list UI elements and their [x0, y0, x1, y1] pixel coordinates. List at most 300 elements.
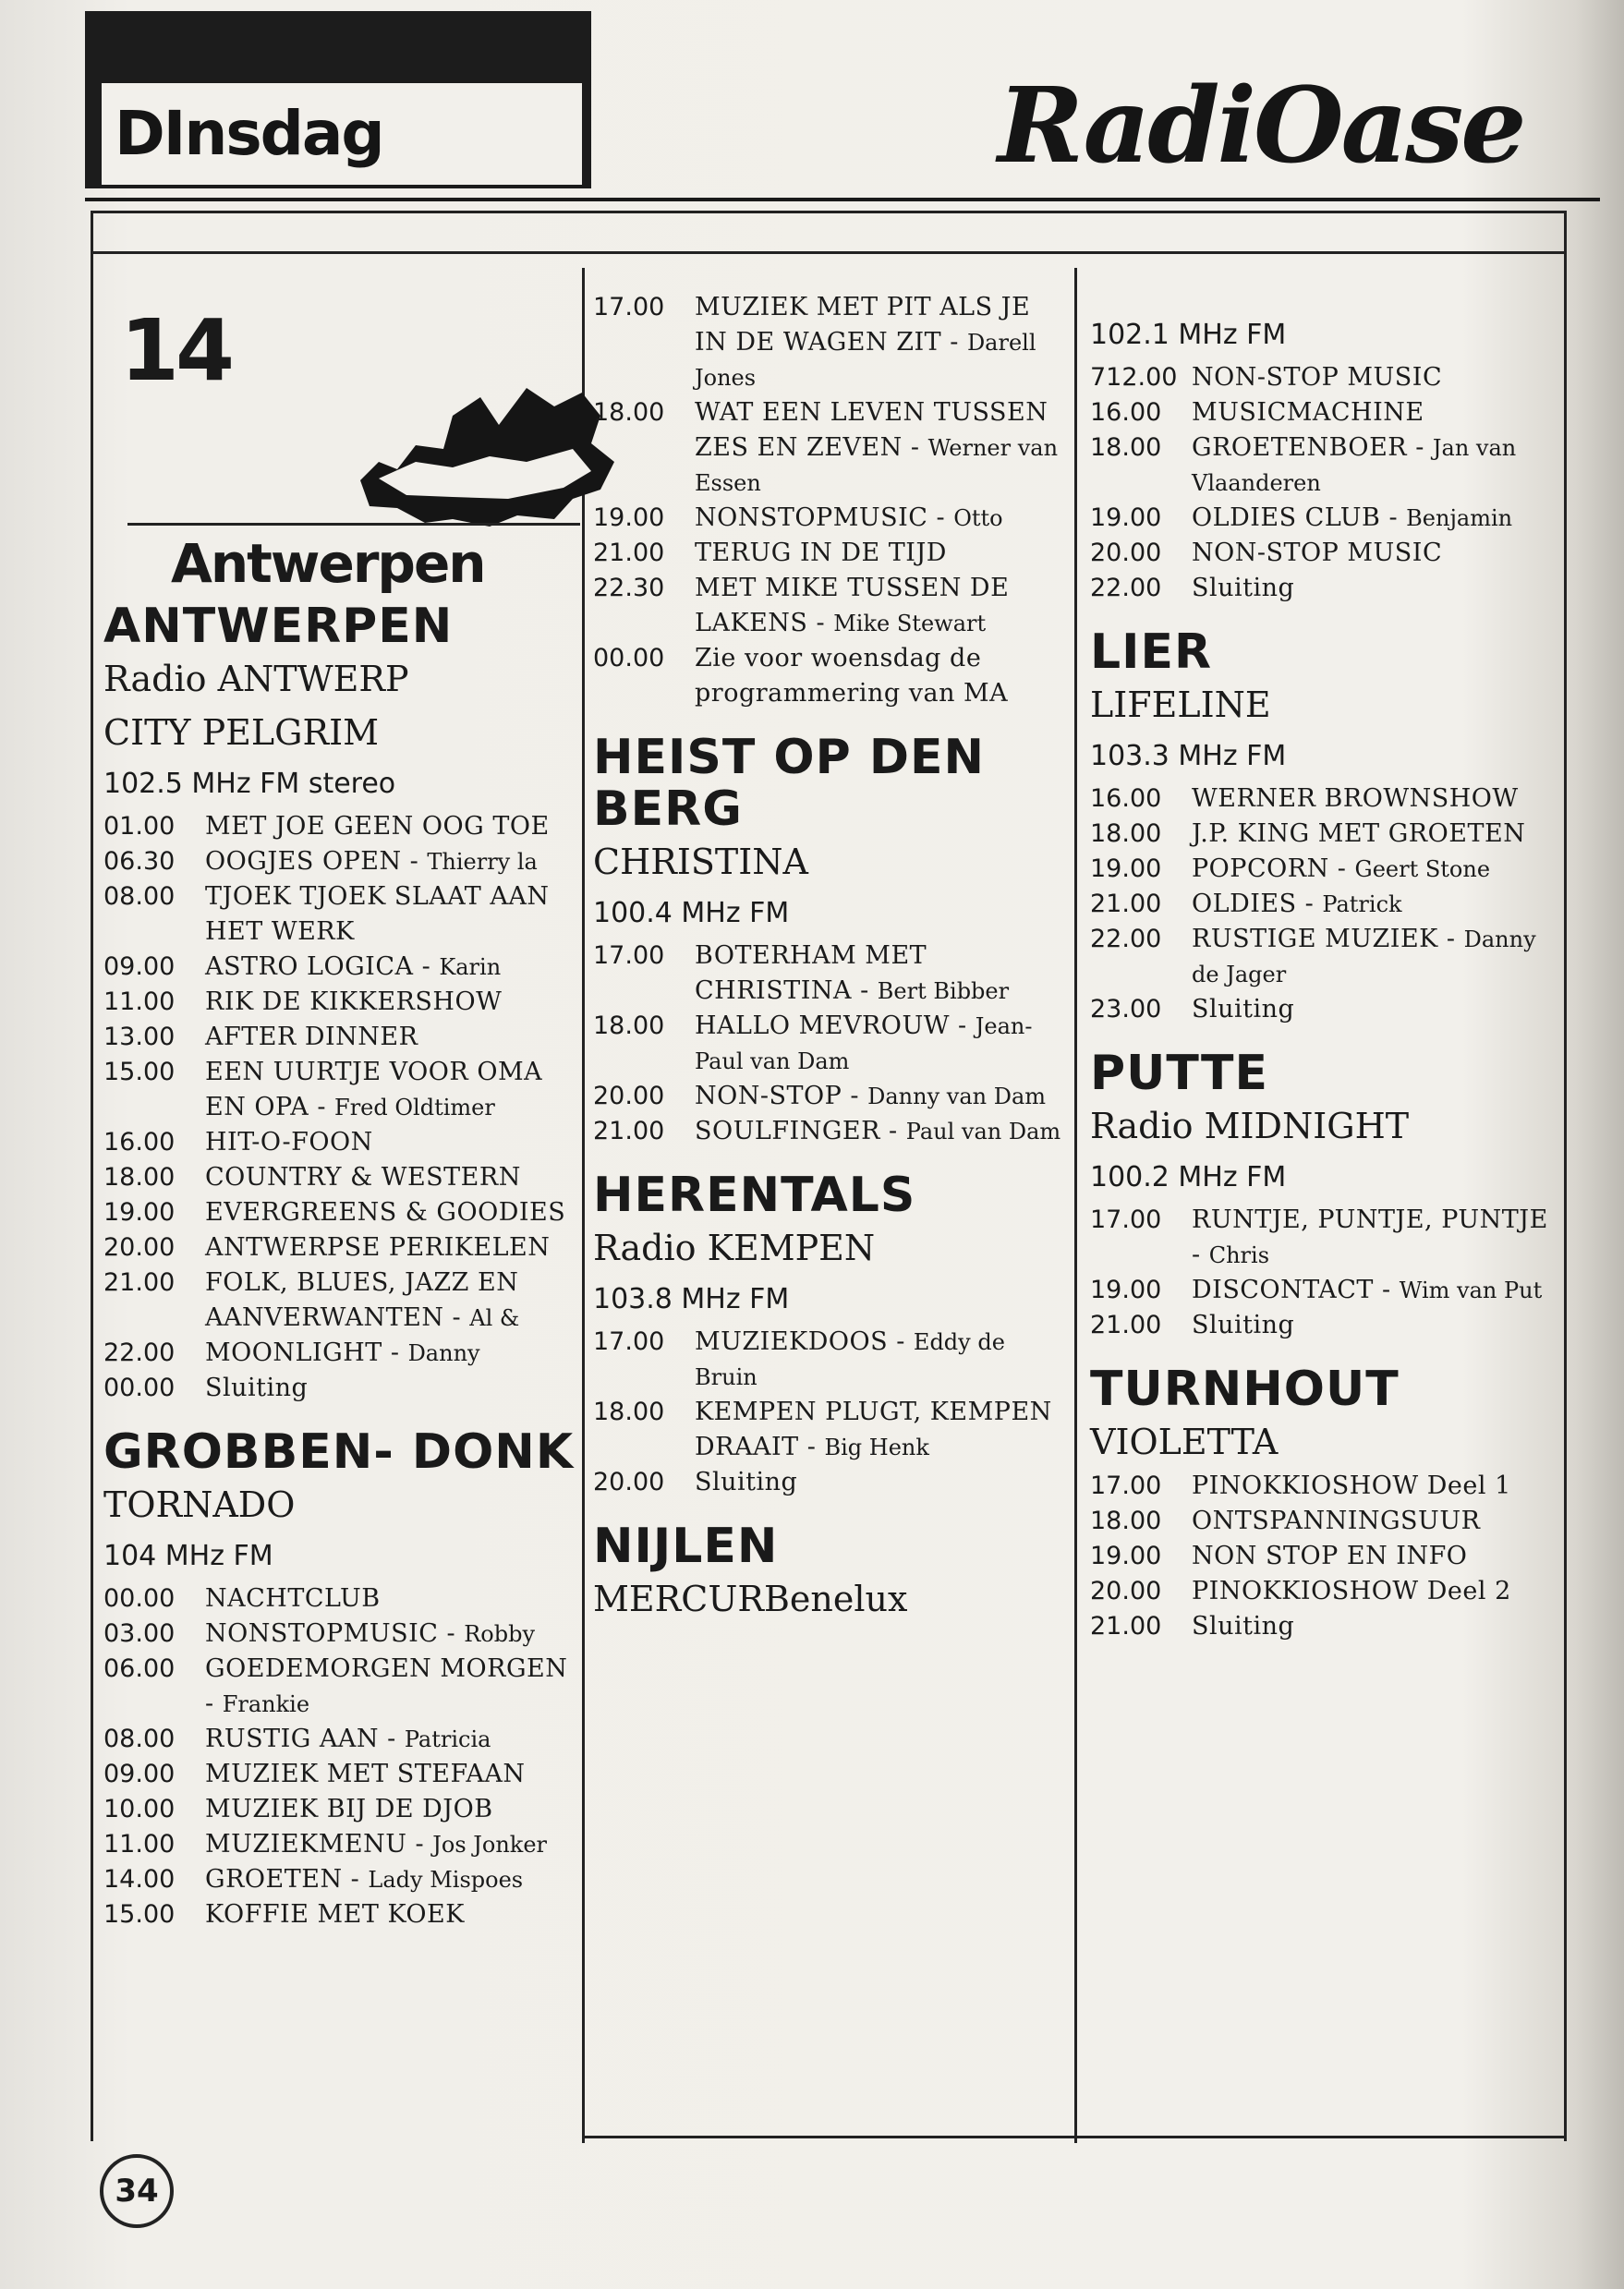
program-title-wrap	[1192, 781, 1552, 817]
program-title-wrap: GROETENBOER - Jan van Vlaanderen	[1192, 433, 1517, 496]
program-time: 18.00	[593, 398, 665, 427]
program-row	[593, 1114, 1070, 1149]
program-time: 09.00	[103, 952, 176, 981]
program-row	[103, 1230, 580, 1266]
program-title-wrap	[205, 1792, 580, 1827]
city-heading: TURNHOUT	[1090, 1362, 1400, 1417]
program-time: 19.00	[103, 1198, 176, 1227]
program-time: 06.30	[103, 847, 176, 876]
program-title: NONSTOPMUSIC	[205, 1619, 439, 1648]
city-heading: PUTTE	[1090, 1046, 1268, 1101]
program-host: Chris	[1208, 1242, 1270, 1268]
program-title: ANTWERPSE PERIKELEN	[205, 1233, 551, 1262]
program-host: Darell Jones	[695, 330, 1036, 391]
program-title: AFTER DINNER	[205, 1023, 418, 1051]
program-time: 11.00	[103, 987, 176, 1016]
program-time: 18.00	[593, 1011, 665, 1040]
program-title: OLDIES	[1192, 890, 1297, 918]
program-row	[1090, 360, 1552, 395]
program-title: TERUG IN DE TIJD	[695, 539, 947, 567]
program-time: 20.00	[1090, 1577, 1162, 1605]
column-3	[1090, 268, 1552, 2143]
program-time: 18.00	[1090, 433, 1162, 462]
program-row	[1090, 430, 1552, 501]
program-row	[103, 1862, 580, 1897]
column-1-content	[92, 600, 580, 1953]
program-time: 23.00	[1090, 995, 1162, 1023]
program-title-wrap	[1192, 817, 1552, 852]
station-frequency: 100.2 MHz FM	[1090, 1161, 1287, 1193]
date-block	[92, 301, 580, 637]
program-row	[103, 1617, 580, 1652]
program-title: PINOKKIOSHOW Deel 1	[1192, 1472, 1511, 1500]
program-title-wrap: NON-STOP - Danny van Dam	[695, 1082, 1047, 1110]
program-host: Big Henk	[824, 1435, 929, 1460]
program-time: 19.00	[1090, 503, 1162, 532]
program-row	[103, 1581, 580, 1617]
station-name: Radio KEMPEN	[593, 1228, 876, 1268]
header-rule	[85, 198, 1600, 201]
program-host: Robby	[464, 1621, 536, 1647]
program-title-wrap: GROETEN - Lady Mispoes	[205, 1865, 524, 1894]
program-row	[103, 1827, 580, 1862]
frame-inner-rule	[91, 251, 1567, 254]
program-title-wrap: POPCORN - Geert Stone	[1192, 854, 1491, 883]
program-row	[593, 1009, 1070, 1079]
program-title-wrap	[205, 1757, 580, 1792]
program-row	[1090, 1574, 1552, 1609]
program-row	[593, 1079, 1070, 1114]
program-title: GROETEN	[205, 1865, 343, 1894]
program-row	[1090, 1609, 1552, 1644]
program-row	[1090, 1273, 1552, 1308]
program-title-wrap	[1192, 992, 1552, 1027]
station-name: Radio MIDNIGHT	[1090, 1106, 1410, 1146]
program-host: Jan van Vlaanderen	[1192, 435, 1517, 496]
program-title: GOEDEMORGEN MORGEN	[205, 1654, 568, 1683]
program-title-wrap	[205, 1160, 580, 1195]
region-rule	[127, 523, 580, 526]
program-row	[1090, 571, 1552, 606]
program-title-wrap	[695, 641, 1070, 711]
program-title: NON-STOP MUSIC	[1192, 363, 1443, 392]
program-title-wrap	[1192, 1539, 1552, 1574]
program-title: Sluiting	[1192, 1612, 1295, 1641]
program-title: MUSICMACHINE	[1192, 398, 1424, 427]
program-title: BOTERHAM MET CHRISTINA	[695, 941, 927, 1005]
program-title-wrap: RUNTJE, PUNTJE, PUNTJE - Chris	[1192, 1205, 1548, 1269]
program-time: 00.00	[103, 1584, 176, 1613]
program-title: OLDIES CLUB	[1192, 503, 1381, 532]
program-title-wrap	[205, 1195, 580, 1230]
program-title-wrap	[1192, 1469, 1552, 1504]
program-host: Lady Mispoes	[368, 1867, 524, 1893]
program-title-wrap: KEMPEN PLUGT, KEMPEN DRAAIT - Big Henk	[695, 1398, 1052, 1461]
program-row	[1090, 887, 1552, 922]
program-host: Patricia	[404, 1726, 491, 1752]
brand-logo: RadiOase	[998, 66, 1524, 187]
station-frequency: 103.8 MHz FM	[593, 1283, 790, 1315]
program-title: OOGJES OPEN	[205, 847, 402, 876]
program-row	[1090, 781, 1552, 817]
program-host: Wim van Put	[1399, 1278, 1543, 1303]
program-host: Danny de Jager	[1192, 926, 1536, 987]
program-title: PINOKKIOSHOW Deel 2	[1192, 1577, 1511, 1605]
program-title: ONTSPANNINGSUUR	[1192, 1507, 1481, 1535]
station-name: CHRISTINA	[593, 842, 808, 882]
program-title: MET MIKE TUSSEN DE LAKENS	[695, 574, 1010, 637]
program-row	[1090, 1504, 1552, 1539]
program-row	[103, 844, 580, 879]
program-time: 15.00	[103, 1900, 176, 1929]
program-time: 20.00	[1090, 539, 1162, 567]
program-time: 17.00	[593, 941, 665, 970]
date-number: 14	[120, 301, 232, 400]
program-host: Paul van Dam	[905, 1119, 1061, 1144]
program-title-wrap: MOONLIGHT - Danny	[205, 1338, 480, 1367]
city-heading: HERENTALS	[593, 1168, 916, 1223]
program-title: NON-STOP	[695, 1082, 842, 1110]
program-title: WAT EEN LEVEN TUSSEN ZES EN ZEVEN	[695, 398, 1048, 462]
section-gap	[1090, 1644, 1552, 1665]
program-row	[593, 1325, 1070, 1395]
program-title: EEN UURTJE VOOR OMA EN OPA	[205, 1058, 543, 1121]
program-row	[103, 879, 580, 950]
program-title: GROETENBOER	[1192, 433, 1408, 462]
city-heading: LIER	[1090, 624, 1213, 680]
program-time: 22.00	[1090, 925, 1162, 953]
program-host: Geert Stone	[1354, 856, 1491, 882]
program-time: 22.30	[593, 574, 665, 602]
program-host: Werner van Essen	[695, 435, 1059, 496]
program-time: 21.00	[103, 1268, 176, 1297]
program-time: 712.00	[1090, 363, 1178, 392]
program-host: Frankie	[222, 1691, 310, 1717]
program-title-wrap	[205, 1371, 580, 1406]
program-time: 18.00	[1090, 1507, 1162, 1535]
program-time: 10.00	[103, 1795, 176, 1823]
program-time: 19.00	[593, 503, 665, 532]
program-time: 22.00	[103, 1338, 176, 1367]
program-row	[593, 1395, 1070, 1465]
program-row	[1090, 817, 1552, 852]
program-title-wrap: GOEDEMORGEN MORGEN - Frankie	[205, 1654, 568, 1718]
program-title: KOFFIE MET KOEK	[205, 1900, 465, 1929]
program-title-wrap: OOGJES OPEN - Thierry la	[205, 847, 538, 876]
program-time: 19.00	[1090, 854, 1162, 883]
program-row	[1090, 536, 1552, 571]
program-host: Jean-Paul van Dam	[695, 1013, 1033, 1074]
program-title-wrap: MUZIEKMENU - Jos Jonker	[205, 1830, 548, 1859]
program-title-wrap	[695, 1465, 1070, 1500]
region-name: Antwerpen	[171, 532, 485, 595]
program-row	[103, 1897, 580, 1932]
program-title-wrap: FOLK, BLUES, JAZZ EN AANVERWANTEN - Al &	[205, 1268, 520, 1332]
program-row	[1090, 501, 1552, 536]
program-title: Sluiting	[695, 1468, 798, 1496]
program-time: 20.00	[103, 1233, 176, 1262]
program-row	[103, 1160, 580, 1195]
program-title: NON STOP EN INFO	[1192, 1542, 1468, 1570]
program-title-wrap: MET MIKE TUSSEN DE LAKENS - Mike Stewart	[695, 574, 1010, 637]
station-name: Radio ANTWERP	[103, 659, 409, 699]
program-title: NACHTCLUB	[205, 1584, 381, 1613]
program-time: 11.00	[103, 1830, 176, 1859]
program-row	[103, 1195, 580, 1230]
program-time: 09.00	[103, 1760, 176, 1788]
program-title: RUSTIG AAN	[205, 1725, 380, 1753]
program-title-wrap: MUZIEKDOOS - Eddy de Bruin	[695, 1327, 1005, 1390]
program-host: Patrick	[1322, 891, 1402, 917]
program-title-wrap: OLDIES CLUB - Benjamin	[1192, 503, 1513, 532]
program-time: 20.00	[593, 1468, 665, 1496]
program-host: Danny van Dam	[867, 1084, 1047, 1109]
program-row	[103, 985, 580, 1020]
section-gap	[103, 1406, 580, 1426]
program-time: 08.00	[103, 1725, 176, 1753]
program-title-wrap	[1192, 1609, 1552, 1644]
program-host: Fred Oldtimer	[334, 1095, 495, 1120]
program-title: TJOEK TJOEK SLAAT AAN HET WERK	[205, 882, 550, 946]
program-title-wrap	[205, 985, 580, 1020]
program-row	[103, 1757, 580, 1792]
program-time: 08.00	[103, 882, 176, 911]
city-heading: HEIST OP DEN BERG	[593, 730, 986, 837]
program-time: 18.00	[103, 1163, 176, 1192]
program-row	[103, 809, 580, 844]
program-title-wrap	[1192, 1308, 1552, 1343]
program-host: Otto	[953, 505, 1003, 531]
program-row	[103, 1055, 580, 1125]
column-divider	[1074, 268, 1077, 2143]
program-time: 21.00	[593, 1117, 665, 1145]
day-header-box	[85, 11, 591, 188]
program-title-wrap: HALLO MEVROUW - Jean-Paul van Dam	[695, 1011, 1033, 1074]
program-row	[593, 501, 1070, 536]
program-row	[593, 939, 1070, 1009]
program-title: POPCORN	[1192, 854, 1329, 883]
program-time: 00.00	[103, 1374, 176, 1402]
program-title: EVERGREENS & GOODIES	[205, 1198, 566, 1227]
program-title: NONSTOPMUSIC	[695, 503, 928, 532]
program-row	[103, 1125, 580, 1160]
program-title: FOLK, BLUES, JAZZ EN AANVERWANTEN	[205, 1268, 519, 1332]
program-row	[593, 571, 1070, 641]
program-title: MUZIEK MET STEFAAN	[205, 1760, 526, 1788]
program-title: ASTRO LOGICA	[205, 952, 414, 981]
program-title-wrap	[205, 879, 580, 950]
page-number: 34	[100, 2154, 174, 2228]
program-title: MUZIEKMENU	[205, 1830, 407, 1859]
program-title-wrap	[1192, 1504, 1552, 1539]
station-name: MERCURBenelux	[593, 1579, 908, 1619]
program-title: WERNER BROWNSHOW	[1192, 784, 1519, 813]
program-title-wrap	[1192, 395, 1552, 430]
program-time: 03.00	[103, 1619, 176, 1648]
program-title-wrap	[205, 1125, 580, 1160]
program-title: MET JOE GEEN OOG TOE	[205, 812, 550, 841]
program-host: Mike Stewart	[833, 611, 987, 636]
section-gap	[1090, 1027, 1552, 1048]
section-gap	[593, 1149, 1070, 1169]
program-host: Danny	[407, 1340, 480, 1366]
station-frequency: 104 MHz FM	[103, 1540, 273, 1572]
program-row	[1090, 992, 1552, 1027]
program-time: 17.00	[593, 293, 665, 321]
city-heading: GROBBEN- DONK	[103, 1424, 575, 1480]
program-title: Sluiting	[1192, 574, 1295, 602]
station-frequency: 100.4 MHz FM	[593, 897, 790, 929]
program-row	[103, 1371, 580, 1406]
program-host: Karin	[439, 954, 502, 980]
program-row	[593, 641, 1070, 711]
program-title: MOONLIGHT	[205, 1338, 382, 1367]
column-2	[593, 268, 1070, 2143]
program-time: 00.00	[593, 644, 665, 672]
station-frequency: 103.3 MHz FM	[1090, 740, 1287, 772]
program-title-wrap	[205, 1230, 580, 1266]
program-row	[103, 1792, 580, 1827]
program-time: 19.00	[1090, 1276, 1162, 1304]
program-title: MUZIEK BIJ DE DJOB	[205, 1795, 493, 1823]
program-title-wrap: ASTRO LOGICA - Karin	[205, 952, 502, 981]
program-title: DISCONTACT	[1192, 1276, 1374, 1304]
program-title-wrap: DISCONTACT - Wim van Put	[1192, 1276, 1543, 1304]
program-row	[103, 1652, 580, 1722]
program-title: HIT-O-FOON	[205, 1128, 373, 1157]
program-host: Jos Jonker	[432, 1832, 548, 1858]
program-title-wrap	[1192, 360, 1552, 395]
station-name: LIFELINE	[1090, 684, 1271, 725]
column-3-content	[1090, 310, 1552, 1665]
section-gap	[593, 1500, 1070, 1520]
program-host: Eddy de Bruin	[695, 1329, 1005, 1390]
program-row	[593, 536, 1070, 571]
program-time: 17.00	[593, 1327, 665, 1356]
station-frequency: 102.1 MHz FM	[1090, 319, 1287, 351]
program-title: Sluiting	[1192, 995, 1295, 1023]
program-title-wrap	[1192, 536, 1552, 571]
program-time: 16.00	[103, 1128, 176, 1157]
program-title-wrap: OLDIES - Patrick	[1192, 890, 1402, 918]
program-row	[103, 1266, 580, 1336]
program-title-wrap	[205, 809, 580, 844]
program-title: RUNTJE, PUNTJE, PUNTJE	[1192, 1205, 1548, 1234]
program-time: 13.00	[103, 1023, 176, 1051]
program-title-wrap: RUSTIG AAN - Patricia	[205, 1725, 491, 1753]
program-title: KEMPEN PLUGT, KEMPEN DRAAIT	[695, 1398, 1052, 1461]
program-title-wrap: NONSTOPMUSIC - Robby	[205, 1619, 536, 1648]
program-title: Zie voor woensdag de programmering van MA	[695, 644, 1009, 708]
program-time: 06.00	[103, 1654, 176, 1683]
program-host: Bert Bibber	[877, 978, 1010, 1004]
program-title-wrap: MUZIEK MET PIT ALS JE IN DE WAGEN ZIT - Darell Jones	[695, 293, 1036, 391]
program-title-wrap	[205, 1581, 580, 1617]
program-title: HALLO MEVROUW	[695, 1011, 950, 1040]
program-time: 19.00	[1090, 1542, 1162, 1570]
program-time: 01.00	[103, 812, 176, 841]
program-time: 18.00	[593, 1398, 665, 1426]
program-row	[1090, 1308, 1552, 1343]
program-title-wrap	[695, 536, 1070, 571]
program-title: COUNTRY & WESTERN	[205, 1163, 521, 1192]
program-row	[593, 1465, 1070, 1500]
day-title: DInsdag	[102, 83, 582, 185]
program-time: 17.00	[1090, 1472, 1162, 1500]
program-row	[593, 290, 1070, 395]
program-row	[1090, 852, 1552, 887]
program-title-wrap: BOTERHAM MET CHRISTINA - Bert Bibber	[695, 941, 1010, 1005]
program-title-wrap: NONSTOPMUSIC - Otto	[695, 503, 1003, 532]
program-row	[103, 950, 580, 985]
city-heading: ANTWERPEN	[103, 599, 454, 654]
section-gap	[1090, 606, 1552, 626]
program-time: 16.00	[1090, 398, 1162, 427]
program-title: SOULFINGER	[695, 1117, 880, 1145]
program-row	[593, 395, 1070, 501]
station-name: CITY PELGRIM	[103, 712, 380, 753]
program-title-wrap: RUSTIGE MUZIEK - Danny de Jager	[1192, 925, 1536, 987]
program-title: RIK DE KIKKERSHOW	[205, 987, 503, 1016]
program-time: 21.00	[593, 539, 665, 567]
program-time: 22.00	[1090, 574, 1162, 602]
program-title-wrap: WAT EEN LEVEN TUSSEN ZES EN ZEVEN - Werner van Essen	[695, 398, 1059, 496]
station-frequency: 102.5 MHz FM stereo	[103, 768, 396, 800]
program-title: Sluiting	[1192, 1311, 1295, 1339]
program-title-wrap	[205, 1020, 580, 1055]
program-time: 21.00	[1090, 890, 1162, 918]
program-row	[103, 1020, 580, 1055]
program-time: 17.00	[1090, 1205, 1162, 1234]
program-title: RUSTIGE MUZIEK	[1192, 925, 1438, 953]
program-title: NON-STOP MUSIC	[1192, 539, 1443, 567]
program-time: 15.00	[103, 1058, 176, 1086]
program-host: Thierry la	[427, 849, 538, 875]
program-time: 21.00	[1090, 1311, 1162, 1339]
program-title: J.P. KING MET GROETEN	[1192, 819, 1526, 848]
program-title-wrap	[205, 1897, 580, 1932]
program-row	[1090, 1203, 1552, 1273]
program-time: 20.00	[593, 1082, 665, 1110]
station-name: TORNADO	[103, 1484, 296, 1525]
city-heading: NIJLEN	[593, 1519, 779, 1574]
program-title: MUZIEK MET PIT ALS JE IN DE WAGEN ZIT	[695, 293, 1031, 357]
program-row	[1090, 395, 1552, 430]
program-row	[1090, 1539, 1552, 1574]
column-2-content	[593, 290, 1070, 1626]
program-row	[103, 1336, 580, 1371]
program-row	[103, 1722, 580, 1757]
program-time: 21.00	[1090, 1612, 1162, 1641]
section-gap	[103, 1932, 580, 1953]
program-time: 14.00	[103, 1865, 176, 1894]
station-name: VIOLETTA	[1090, 1422, 1279, 1462]
column-1	[92, 268, 580, 2143]
program-host: Benjamin	[1406, 505, 1513, 531]
program-title-wrap	[1192, 1574, 1552, 1609]
program-host: Al &	[469, 1305, 520, 1331]
program-title-wrap: SOULFINGER - Paul van Dam	[695, 1117, 1061, 1145]
section-gap	[593, 711, 1070, 732]
program-row	[1090, 1469, 1552, 1504]
section-gap	[1090, 1343, 1552, 1363]
program-time: 18.00	[1090, 819, 1162, 848]
program-time: 16.00	[1090, 784, 1162, 813]
program-title-wrap	[1192, 571, 1552, 606]
program-row	[1090, 922, 1552, 992]
program-title: MUZIEKDOOS	[695, 1327, 889, 1356]
program-title-wrap: EEN UURTJE VOOR OMA EN OPA - Fred Oldtimer	[205, 1058, 543, 1121]
